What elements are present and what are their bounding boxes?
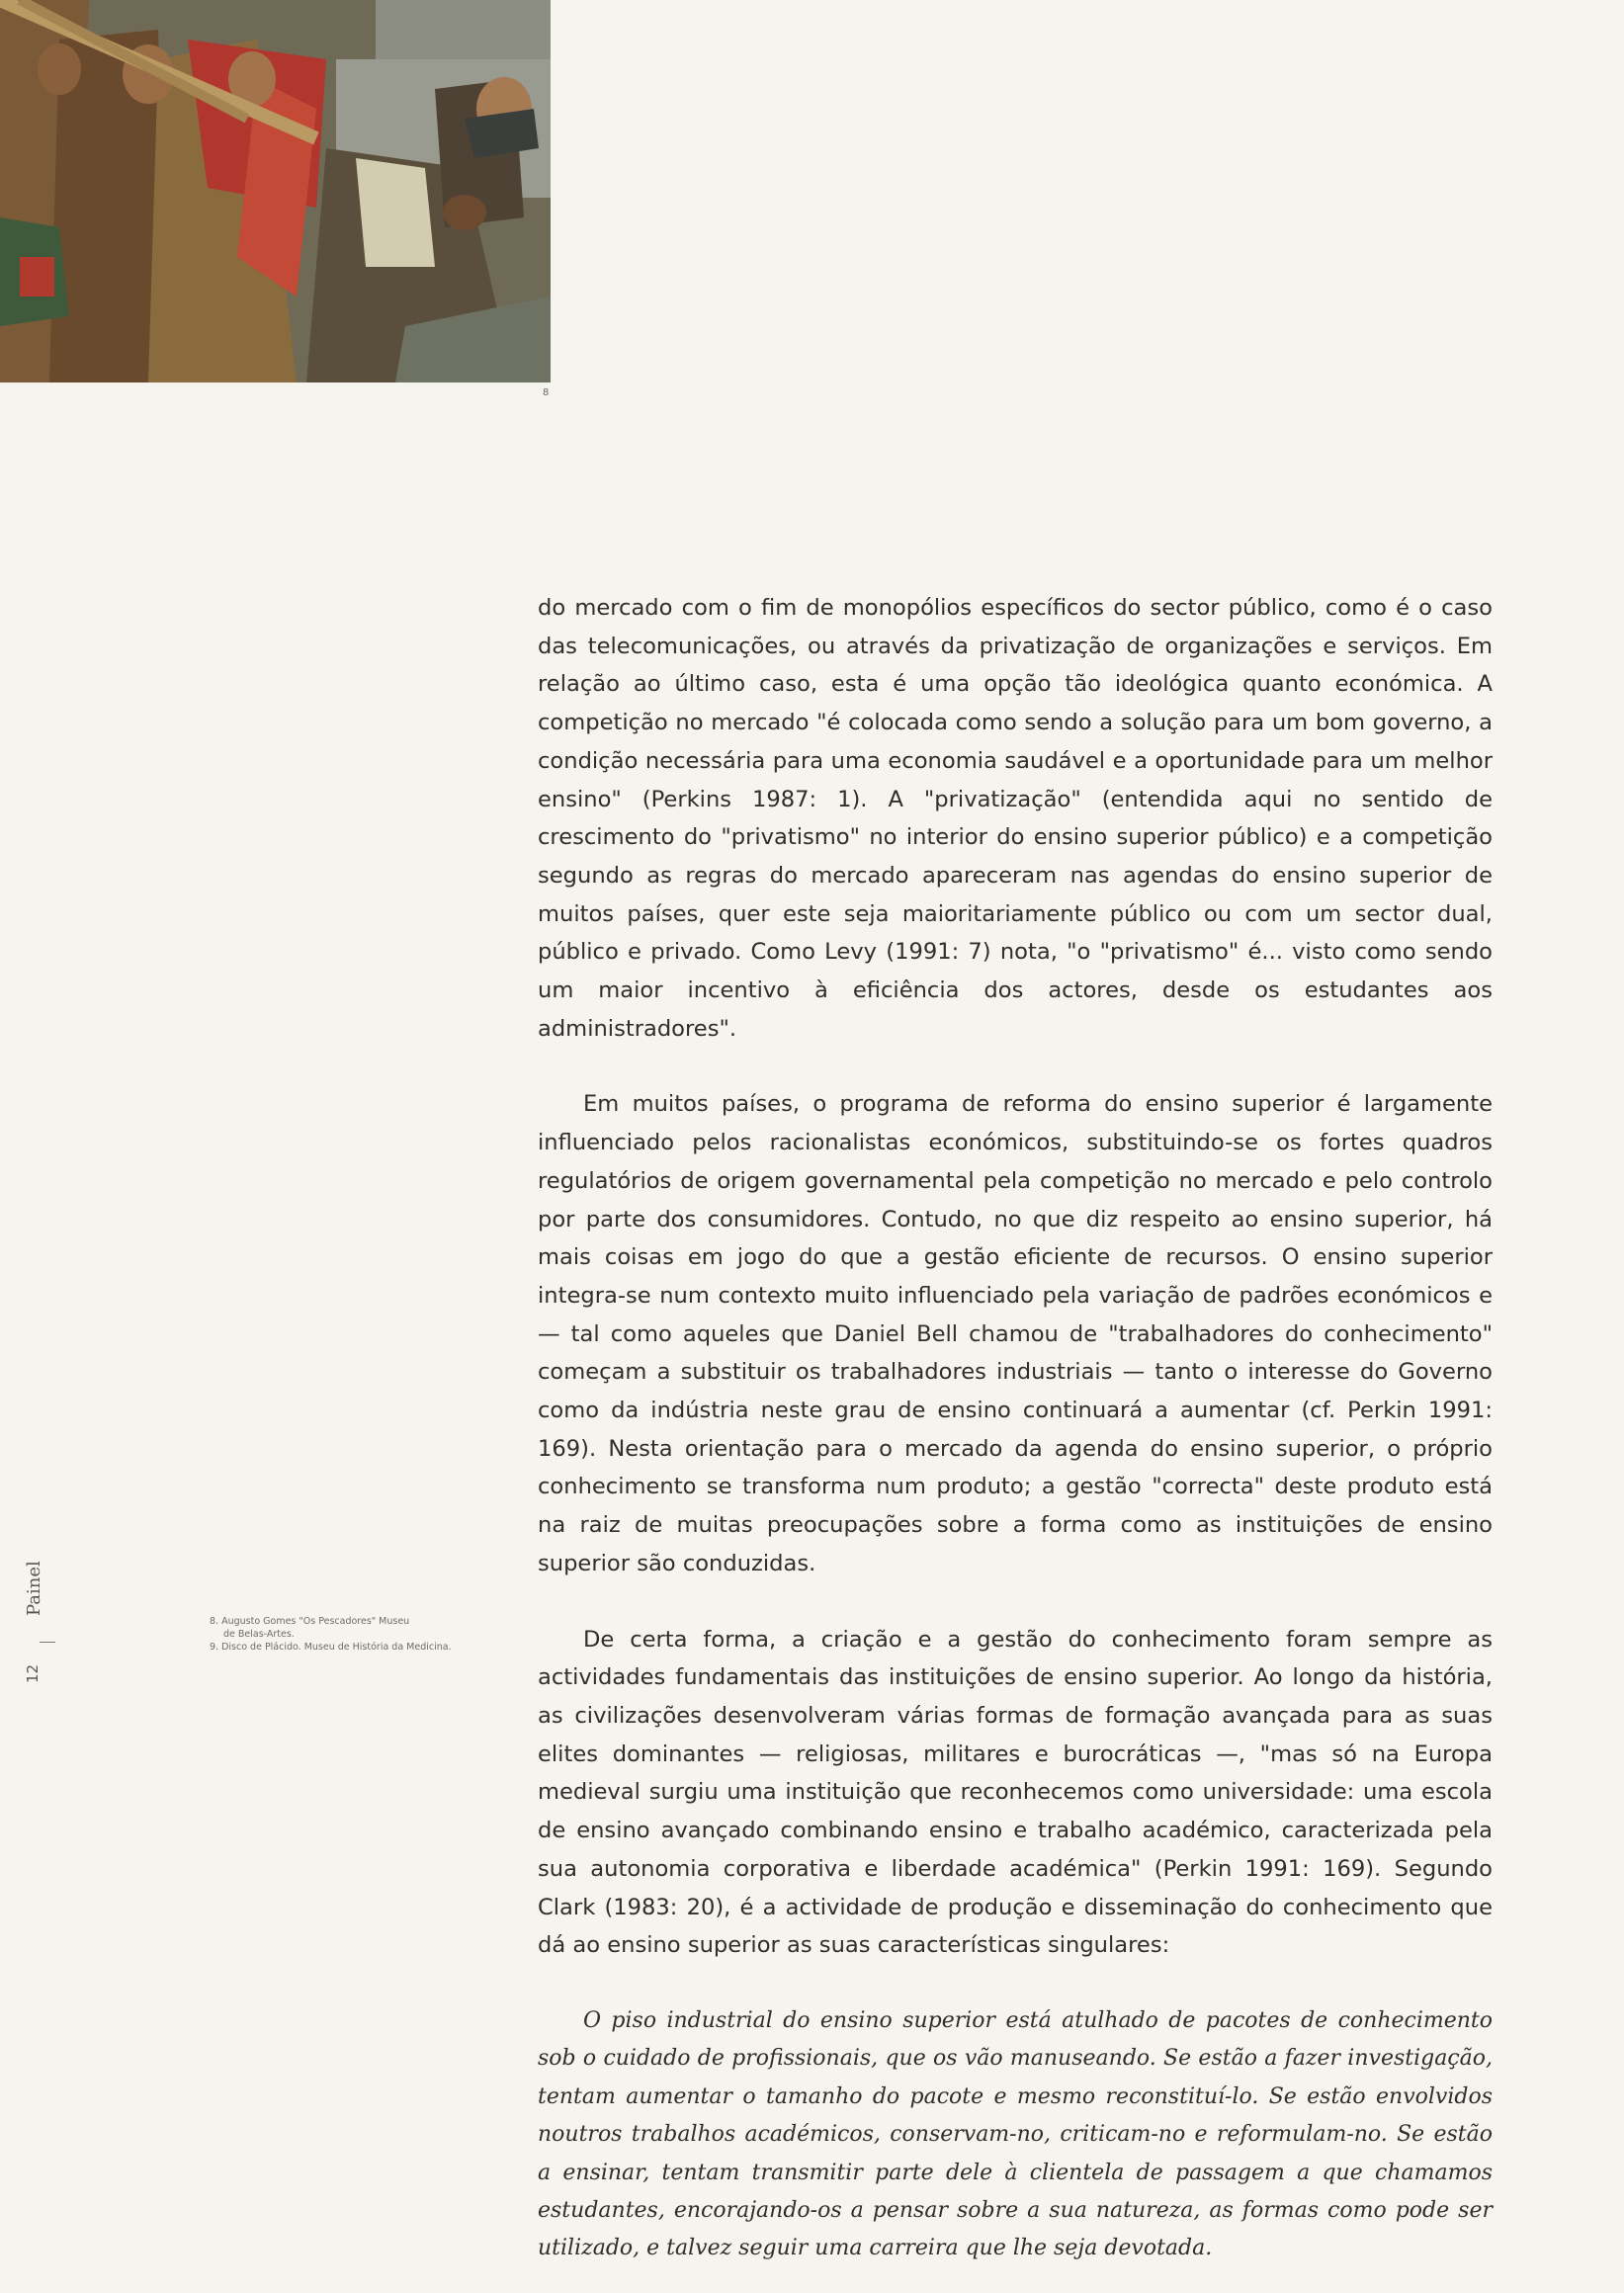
page-number: 12: [24, 1663, 42, 1683]
caption-8-line-1: 8. Augusto Gomes "Os Pescadores" Museu: [210, 1616, 410, 1627]
painting-image: [0, 0, 551, 382]
section-title: Painel: [24, 1561, 44, 1616]
paragraph-2: Em muitos países, o programa de reforma do ensino superior é largamente influenciado pelos racionalistas económicos, substituindo-se os fortes quadros regulatórios de origem governamental pela competição no mercado e pelo controlo por parte dos consumidores. Contudo, no que diz respeito ao ensino superior, há mais coisas em jogo do que a gestão eficiente de recursos. O ensino superior integra-se num contexto muito influenciado pela variação de padrões económicos e — tal como aqueles que Daniel Bell chamou de "trabalhadores do conhecimento" começam a substituir os trabalhadores industriais — tanto o interesse do Governo como da indústria neste grau de ensino continuará a aumentar (cf. Perkin 1991: 169). Nesta orientação para o mercado da agenda do ensino superior, o próprio conhecimento se transforma num produto; a gestão "correcta" deste produto está na raiz de muitas preocupações sobre a forma como as instituições de ensino superior são conduzidas.: [538, 1091, 1493, 1576]
caption-9: 9. Disco de Plácido. Museu de História da Medicina.: [210, 1642, 452, 1653]
figure-captions: [210, 1615, 506, 1654]
side-folio: [24, 1561, 63, 1725]
article-body: [538, 589, 1493, 2268]
paragraph-3: De certa forma, a criação e a gestão do conhecimento foram sempre as actividades fundamentais das instituições de ensino superior. Ao longo da história, as civilizações desenvolveram várias formas de formação avançada para as suas elites dominantes — religiosas, militares e burocráticas —, "mas só na Europa medieval surgiu uma instituição que reconhecemos como universidade: uma escola de ensino avançado combinando ensino e trabalho académico, caracterizada pela sua autonomia corporativa e liberdade académica" (Perkin 1991: 169). Segundo Clark (1983: 20), é a actividade de produção e disseminação do conhecimento que dá ao ensino superior as suas características singulares:: [538, 1626, 1493, 1959]
paragraph-1: do mercado com o fim de monopólios específicos do sector público, como é o caso das telecomunicações, ou através da privatização de organizações e serviços. Em relação ao último caso, esta é uma opção tão ideológica quanto económica. A competição no mercado "é colocada como sendo a solução para um bom governo, a condição necessária para uma economia saudável e a oportunidade para um melhor ensino" (Perkins 1987: 1). A "privatização" (entendida aqui no sentido de crescimento do "privatismo" no interior do ensino superior público) e a competição segundo as regras do mercado apareceram nas agendas do ensino superior de muitos países, quer este seja maioritariamente público ou com um sector dual, público e privado. Como Levy (1991: 7) nota, "o "privatismo" é... visto como sendo um maior incentivo à eficiência dos actores, desde os estudantes aos administradores".: [538, 595, 1493, 1042]
block-quote: O piso industrial do ensino superior está atulhado de pacotes de conhecimento sob o cuidado de profissionais, que os vão manuseando. Se estão a fazer investigação, tentam aumentar o tamanho do pacote e mesmo reconstituí-lo. Se estão envolvidos noutros trabalhos académicos, conservam-no, criticam-no e reformulam-no. Se estão a ensinar, tentam transmitir parte dele à clientela de passagem a que chamamos estudantes, encorajando-os a pensar sobre a sua natureza, as formas como pode ser utilizado, e talvez seguir uma carreira que lhe seja devotada.: [538, 2007, 1493, 2261]
caption-8-line-2: de Belas-Artes.: [223, 1629, 295, 1640]
figure-number: 8: [543, 387, 550, 398]
painting-os-pescadores-icon: [0, 0, 551, 382]
folio-divider: [40, 1642, 55, 1643]
